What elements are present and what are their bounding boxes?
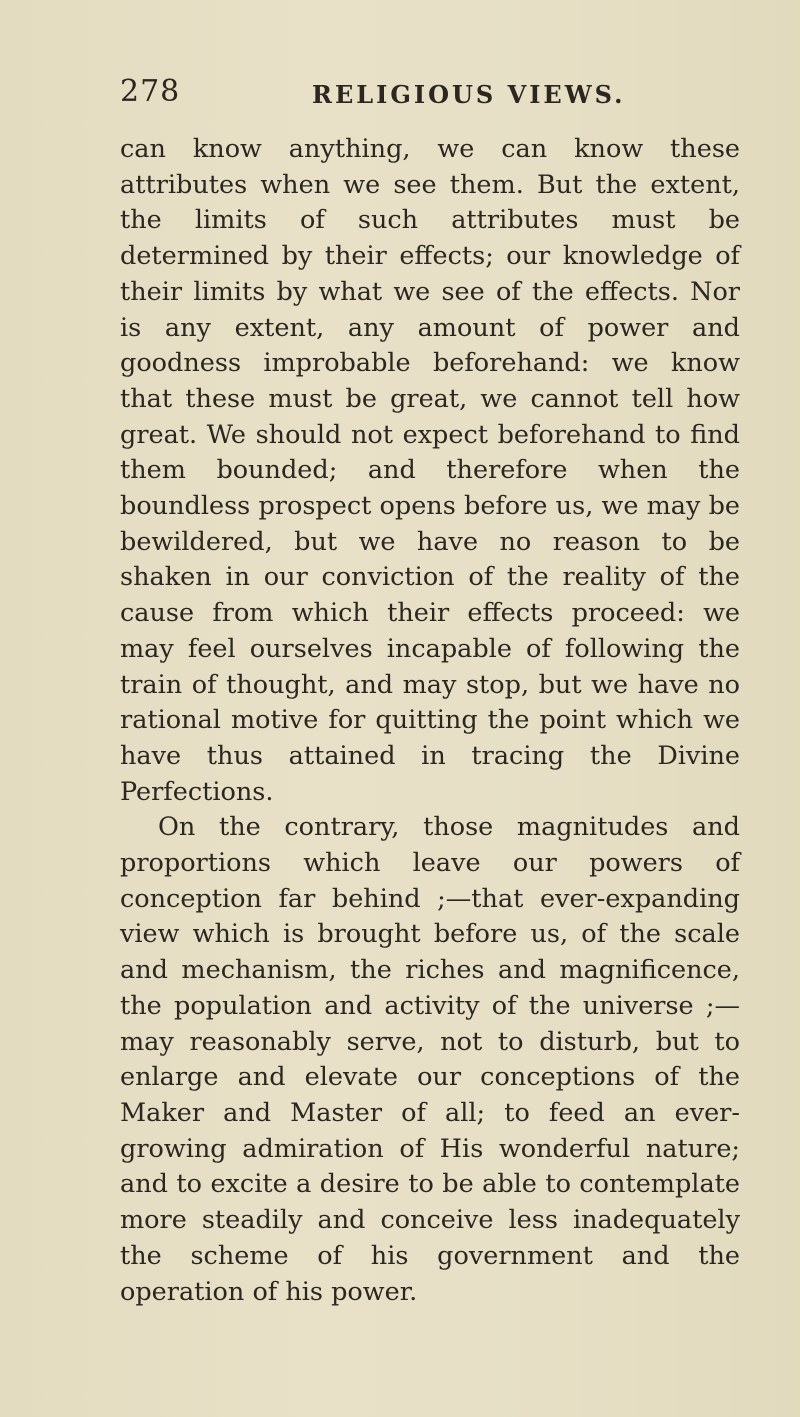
body-text	[120, 132, 740, 1310]
page-number: 278	[120, 74, 181, 109]
page-header	[120, 74, 740, 114]
running-head: RELIGIOUS VIEWS.	[312, 80, 626, 109]
paragraph-2: On the contrary, those magnitudes and proportions which leave our powers of conception far behind ;—that ever-expanding view which is brought before us, of the scale and mechanism, the riches and magnificence, the population and activity of the universe ;—may reasonably serve, not to disturb, but to enlarge and elevate our conceptions of the Maker and Master of all; to feed an ever-growing admiration of His wonderful nature; and to excite a desire to be able to contemplate more steadily and conceive less inadequately the scheme of his government and the operation of his power.	[120, 812, 740, 1307]
paragraph-1: can know anything, we can know these attributes when we see them. But the extent, the limits of such attributes must be determined by their effects; our knowledge of their limits by what we see of the effects. Nor is any extent, any amount of power and goodness improbable beforehand: we know that these must be great, we cannot tell how great. We should not expect beforehand to find them bounded; and therefore when the boundless prospect opens before us, we may be bewildered, but we have no reason to be shaken in our conviction of the reality of the cause from which their effects proceed: we may feel ourselves incapable of following the train of thought, and may stop, but we have no rational motive for quitting the point which we have thus attained in tracing the Divine Perfections.	[120, 134, 740, 807]
